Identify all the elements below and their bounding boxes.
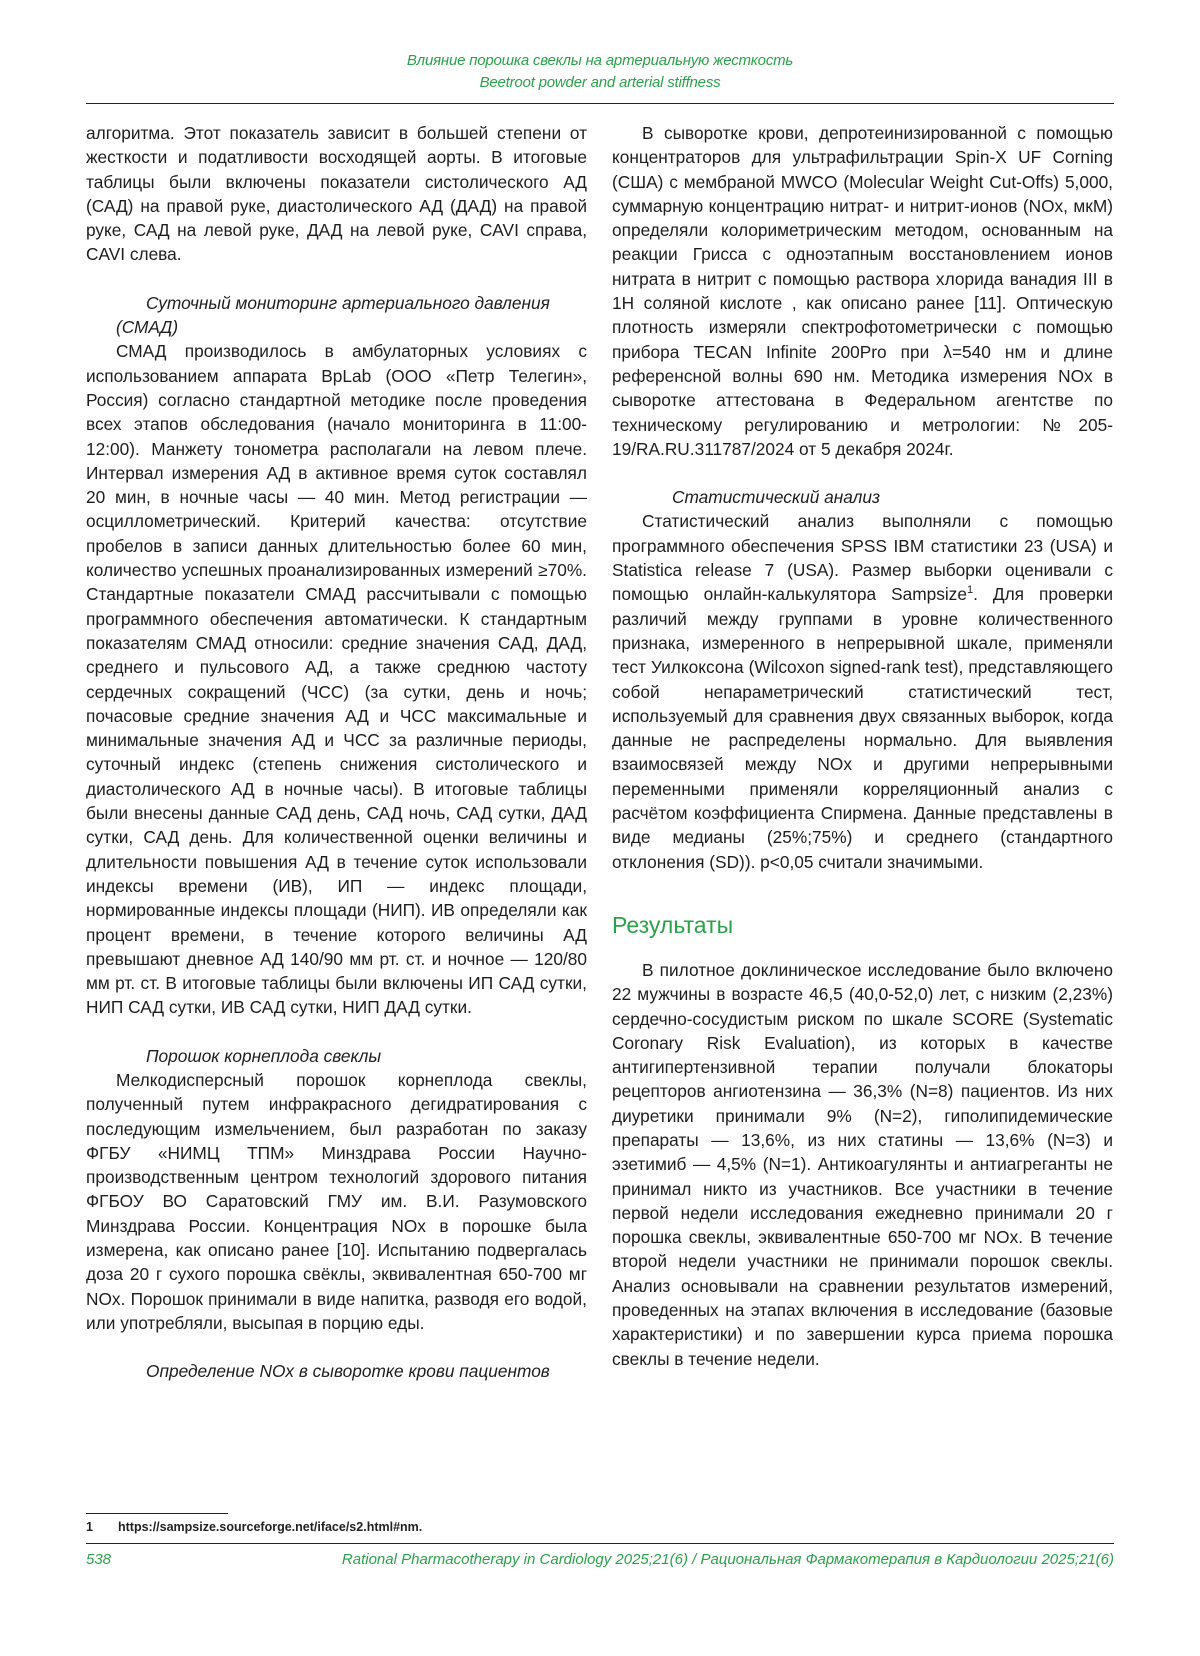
page-number: 538 (86, 1551, 112, 1568)
stat-paragraph (612, 509, 1113, 873)
powder-heading: Порошок корнеплода свеклы (146, 1045, 382, 1066)
stat-text-b: . Для проверки различий между группами в уровне количественного признака, измеренного в непрерывной шкале, применяли тест Уилкоксона (Wilcoxon signed-rank test), представляющего собой непараметрический статистический тест, используемый для сравнения двух связанных выборок, когда данные не распределены нормально. Для выявления взаимосвязей между NOx и другими непрерывными переменными применяли корреляционный анализ с расчётом коэффициента Спирмена. Данные представлены в виде медианы (25%;75%) и среднего (стандартного отклонения (SD)). р<0,05 считали значимыми. (612, 584, 1113, 872)
left-column (86, 121, 587, 1384)
journal-citation: Rational Pharmacotherapy in Cardiology 2025;21(6) / Рациональная Фармакотерапия в Кардиологии 2025;21(6) (341, 1551, 1114, 1568)
header-divider (86, 103, 1114, 104)
powder-paragraph: Мелкодисперсный порошок корнеплода свеклы, полученный путем инфракрасного дегидратирования с последующим измельчением, был разработан по заказу ФГБУ «НИМЦ ТПМ» Минздрава России Научно-производственным центром технологий здорового питания ФГБОУ ВО Саратовский ГМУ им. В.И. Разумовского Минздрава России. Концентрация NOx в порошке была измерена, как описано ранее [10]. Испытанию подвергалась доза 20 г сухого порошка свёклы, эквивалентная 650-700 мг NOx. Порошок принимали в виде напитка, разводя его водой, или употребляли, высыпая в порцию еды. (86, 1069, 587, 1333)
results-section-title: Результаты (612, 911, 734, 938)
right-column (612, 121, 1113, 1371)
header-title-ru: Влияние порошка свеклы на артериальную жесткость (406, 52, 794, 69)
cavi-paragraph-end: алгоритма. Этот показатель зависит в большей степени от жесткости и податливости восходящей аорты. В итоговые таблицы были включены показатели систолического АД (САД) на правой руке, диастолического АД (ДАД) на правой руке, САД на левой руке, ДАД на левой руке, CAVI справа, CAVI слева. (86, 123, 587, 265)
nox-heading: Определение NOx в сыворотке крови пациентов (146, 1361, 550, 1382)
header-title-en: Beetroot powder and arterial stiffness (479, 74, 721, 91)
smad-heading: Суточный мониторинг артериального давления (СМАД) (116, 292, 550, 338)
footnote-link[interactable]: https://sampsize.sourceforge.net/iface/s2.html#nm. (118, 1520, 423, 1534)
stat-text-a: Статистический анализ выполняли с помощью программного обеспечения SPSS IBM статистики 23 (USA) и Statistica release 7 (USA). Размер выборки оценивали с помощью онлайн-калькулятора Sampsize (612, 511, 1113, 605)
footnote-ref[interactable]: 1 (966, 584, 974, 597)
footer-divider (86, 1543, 1114, 1544)
results-paragraph: В пилотное доклиническое исследование было включено 22 мужчины в возрасте 46,5 (40,0-52,0) лет, с низким (2,23%) сердечно-сосудистым риском по шкале SCORE (Systematic Coronary Risk Evaluation), из которых в качестве антигипертензивной терапии получали блокаторы рецепторов ангиотензина — 36,3% (N=8) пациентов. Из них диуретики принимали 9% (N=2), гиполипидемические препараты — 13,6%, из них статины — 13,6% (N=3) и эзетимиб — 4,5% (N=1). Антикоагулянты и антиагреганты не принимал никто из участников. Все участники в течение первой недели исследования ежедневно принимали 20 г порошка свеклы, эквивалентные 650-700 мг NOx. В течение второй недели участники не принимали порошок свеклы. Анализ основывали на сравнении результатов измерений, проведенных на этапах включения в исследование (базовые характеристики) и по завершении курса приема порошка свеклы в течение недели. (612, 959, 1113, 1369)
stat-heading: Статистический анализ (672, 487, 881, 508)
footnote (86, 1520, 422, 1534)
smad-paragraph: СМАД производилось в амбулаторных условиях с использованием аппарата BpLab (ООО «Петр Телегин», Россия) согласно стандартной методике после проведения всех этапов обследования (начало мониторинга в 11:00-12:00). Манжету тонометра располагали на левом плече. Интервал измерения АД в активное время суток составлял 20 мин, в ночные часы — 40 мин. Метод регистрации — осциллометрический. Критерий качества: отсутствие пробелов в записи данных длительностью более 60 мин, количество успешных проанализированных измерений ≥70%. Стандартные показатели СМАД рассчитывали с помощью программного обеспечения автоматически. К стандартным показателям СМАД относили: средние значения САД, ДАД, среднего и пульсового АД, а также среднюю частоту сердечных сокращений (ЧСС) (за сутки, день и ночь; почасовые средние значения АД и ЧСС максимальные и минимальные значения АД и ЧСС за различные периоды, суточный индекс (степень снижения систолического и диастолического АД в ночные часы). В итоговые таблицы были внесены данные САД день, САД ночь, САД сутки, ДАД сутки, САД день. Для количественной оценки величины и длительности повышения АД в течение суток использовали индексы времени (ИВ), ИП — индекс площади, нормированные индексы площади (НИП). ИВ определяли как процент времени, в течение которого величины АД превышают дневное АД 140/90 мм рт. ст. и ночное — 120/80 мм рт. ст. В итоговые таблицы были включены ИП САД сутки, НИП САД сутки, ИВ САД сутки, НИП ДАД сутки. (86, 341, 587, 1018)
footnote-divider (86, 1513, 228, 1514)
running-header (86, 50, 1114, 94)
nox-paragraph: В сыворотке крови, депротеинизированной с помощью концентраторов для ультрафильтрации Spin-X UF Corning (США) с мембраной MWCO (Molecular Weight Cut-Offs) 5,000, суммарную концентрацию нитрат- и нитрит-ионов (NOx, мкМ) определяли колориметрическим методом, основанным на реакции Грисса с одноэтапным восстановлением ионов нитрата в нитрит с помощью раствора хлорида ванадия III в 1Н соляной кислоте , как описано ранее [11]. Оптическую плотность измеряли спектрофотометрически с помощью прибора TECAN Infinite 200Pro при λ=540 нм и длине референсной волны 690 нм. Методика измерения NOx в сыворотке аттестована в Федеральном агентстве по техническому регулированию и метрологии: №205-19/RA.RU.311787/2024 от 5 декабря 2024г. (612, 123, 1113, 459)
footnote-number: 1 (86, 1520, 93, 1534)
